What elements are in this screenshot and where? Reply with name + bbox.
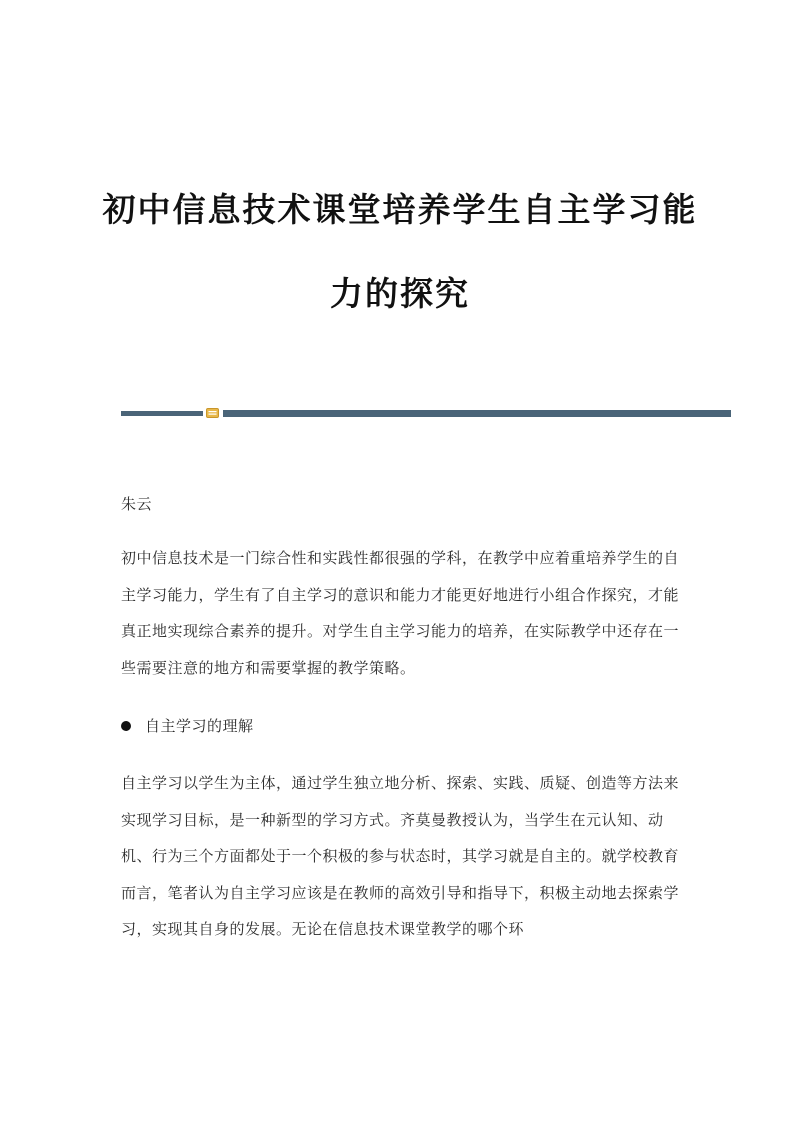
document-title-line-1: 初中信息技术课堂培养学生自主学习能 bbox=[102, 190, 698, 229]
title-divider bbox=[121, 409, 731, 417]
document-title-line-2: 力的探究 bbox=[330, 274, 470, 313]
section-body-paragraph: 自主学习以学生为主体，通过学生独立地分析、探索、实践、质疑、创造等方法来实现学习目标，是一种新型的学习方式。齐莫曼教授认为，当学生在元认知、动机、行为三个方面都处于一个积极的参与状态时，其学习就是自主的。就学校教育而言，笔者认为自主学习应该是在教师的高效引导和指导下，积极主动地去探索学习，实现其自身的发展。无论在信息技术课堂教学的哪个环 bbox=[121, 774, 680, 938]
abstract-paragraph: 初中信息技术是一门综合性和实践性都很强的学科，在教学中应着重培养学生的自主学习能力，学生有了自主学习的意识和能力才能更好地进行小组合作探究，才能真正地实现综合素养的提升。对学生自主学习能力的培养，在实际教学中还存在一些需要注意的地方和需要掌握的教学策略。 bbox=[121, 549, 680, 677]
section-heading-text: 自主学习的理解 bbox=[145, 717, 254, 735]
author-name: 朱云 bbox=[121, 495, 153, 513]
bullet-icon bbox=[121, 721, 131, 731]
section-heading bbox=[121, 715, 254, 737]
document-badge-icon bbox=[206, 408, 219, 418]
divider-bar-left bbox=[121, 411, 203, 416]
divider-bar-right bbox=[223, 410, 731, 417]
